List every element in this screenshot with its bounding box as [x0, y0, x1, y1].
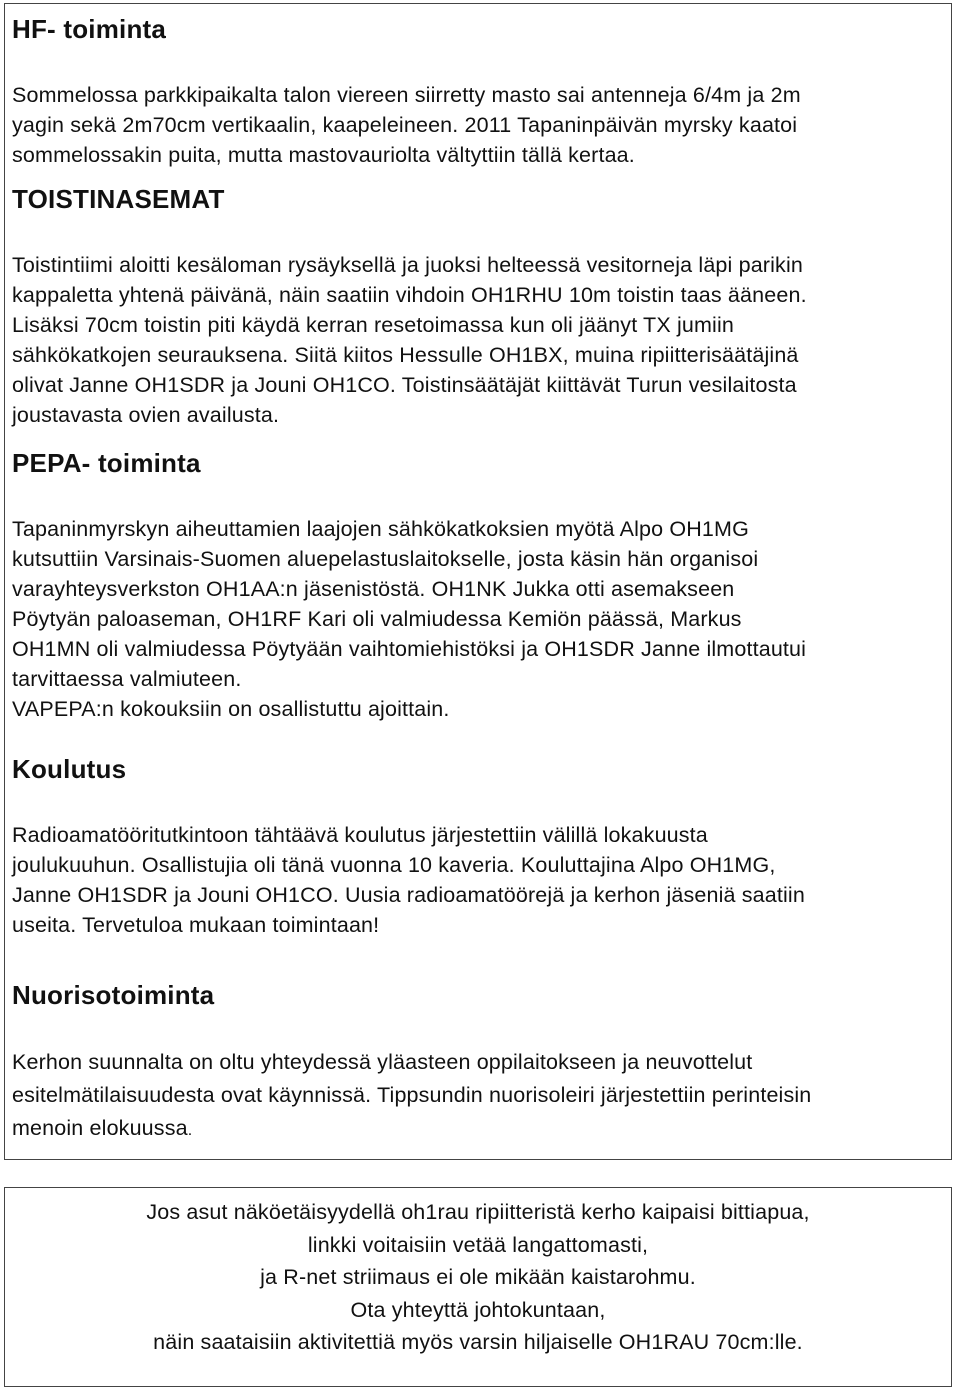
- heading-nuorisotoiminta: Nuorisotoiminta: [12, 980, 215, 1010]
- paragraph-koulutus: [12, 820, 943, 940]
- text-line: Sommelossa parkkipaikalta talon viereen siirretty masto sai antenneja 6/4m ja 2m: [12, 83, 801, 107]
- text-line: kappaletta yhtenä päivänä, näin saatiin vihdoin OH1RHU 10m toistin taas ääneen.: [12, 283, 807, 307]
- text-line: sähkökatkojen seurauksena. Siitä kiitos Hessulle OH1BX, muina ripiitterisäätäjinä: [12, 343, 799, 367]
- note-line: ja R-net striimaus ei ole mikään kaistarohmu.: [260, 1265, 696, 1289]
- text-line: Kerhon suunnalta on oltu yhteydessä yläasteen oppilaitokseen ja neuvottelut: [12, 1050, 753, 1074]
- note-line: näin saataisiin aktivitettiä myös varsin hiljaiselle OH1RAU 70cm:lle.: [153, 1330, 803, 1354]
- text-line: sommelossakin puita, mutta mastovauriolta vältyttiin tällä kertaa.: [12, 143, 635, 167]
- paragraph-toistinasemat: [12, 250, 943, 430]
- text-line: Tapaninmyrskyn aiheuttamien laajojen sähkökatkoksien myötä Alpo OH1MG: [12, 517, 749, 541]
- text-line: yagin sekä 2m70cm vertikaalin, kaapeleineen. 2011 Tapaninpäivän myrsky kaatoi: [12, 113, 798, 137]
- text-line: joulukuuhun. Osallistujia oli tänä vuonna 10 kaveria. Kouluttajina Alpo OH1MG,: [12, 853, 776, 877]
- text-line: OH1MN oli valmiudessa Pöytyään vaihtomiehistöksi ja OH1SDR Janne ilmottautui: [12, 637, 807, 661]
- text-line: varayhteysverkston OH1AA:n jäsenistöstä. OH1NK Jukka otti asemakseen: [12, 577, 735, 601]
- text-line: Lisäksi 70cm toistin piti käydä kerran resetoimassa kun oli jäänyt TX jumiin: [12, 313, 735, 337]
- text-line: olivat Janne OH1SDR ja Jouni OH1CO. Toistinsäätäjät kiittävät Turun vesilaitosta: [12, 373, 797, 397]
- heading-koulutus: Koulutus: [12, 754, 127, 784]
- note-line: linkki voitaisiin vetää langattomasti,: [307, 1232, 649, 1257]
- text-line: useita. Tervetuloa mukaan toimintaan!: [12, 913, 380, 937]
- paragraph-hf: [12, 80, 943, 170]
- text-line: Radioamatööritutkintoon tähtäävä koulutus järjestettiin välillä lokakuusta: [12, 823, 708, 847]
- note-line: Ota yhteyttä johtokuntaan,: [350, 1297, 606, 1322]
- text-line: Toistintiimi aloitti kesäloman rysäyksellä ja juoksi helteessä vesitorneja läpi parikin: [12, 253, 803, 277]
- text-line: esitelmätilaisuudesta ovat käynnissä. Tippsundin nuorisoleiri järjestettiin perinteisin: [12, 1083, 812, 1107]
- call-for-help-note: [4, 1187, 952, 1387]
- heading-hf: HF- toiminta: [12, 14, 167, 44]
- text-line: [12, 1112, 943, 1147]
- heading-toistinasemat: TOISTINASEMAT: [12, 184, 225, 214]
- text-line-main: menoin elokuussa: [12, 1116, 188, 1140]
- text-line: tarvittaessa valmiuteen.: [12, 667, 242, 691]
- note-line: Jos asut näköetäisyydellä oh1rau ripiitteristä kerho kaipaisi bittiapua,: [146, 1200, 810, 1224]
- text-line: kutsuttiin Varsinais-Suomen aluepelastuslaitokselle, josta käsin hän organisoi: [12, 547, 759, 571]
- text-line: joustavasta ovien availusta.: [12, 403, 280, 427]
- text-line: Pöytyän paloaseman, OH1RF Kari oli valmiudessa Kemiön päässä, Markus: [12, 607, 742, 631]
- paragraph-nuorisotoiminta: [12, 1046, 943, 1147]
- annual-report-box: [4, 3, 952, 1160]
- text-line: Janne OH1SDR ja Jouni OH1CO. Uusia radioamatöörejä ja kerhon jäseniä saatiin: [12, 883, 805, 907]
- paragraph-pepa: [12, 514, 943, 724]
- text-line: VAPEPA:n kokouksiin on osallistuttu ajoittain.: [12, 697, 450, 721]
- heading-pepa: PEPA- toiminta: [12, 448, 201, 478]
- text-line-tail: .: [187, 1122, 193, 1139]
